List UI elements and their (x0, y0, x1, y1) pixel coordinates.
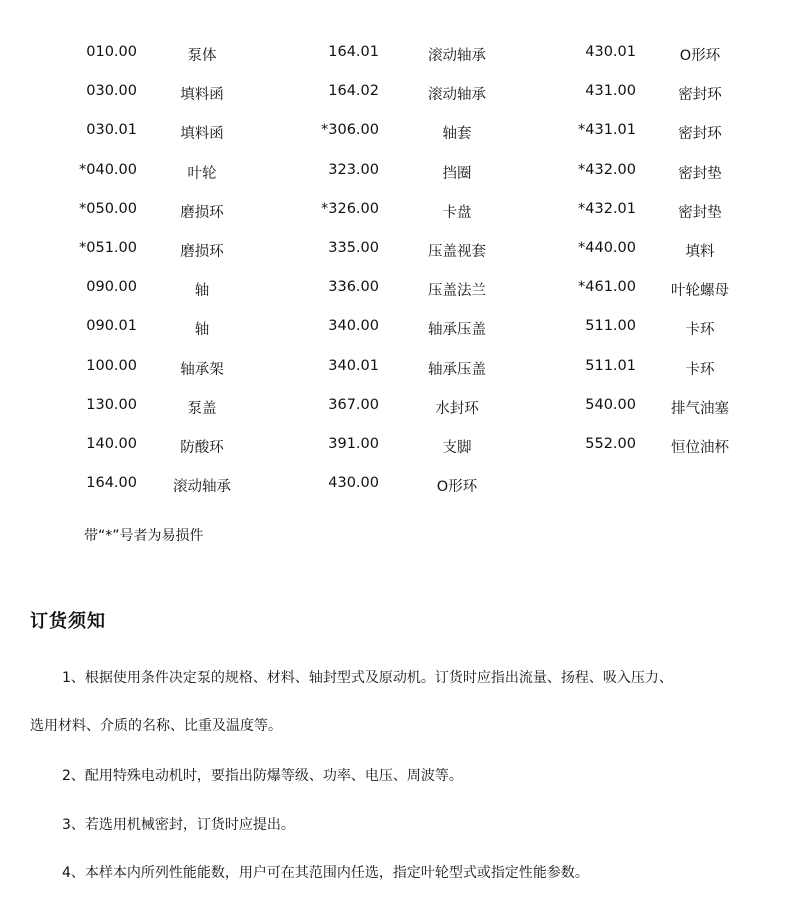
part-name: 卡环 (685, 322, 715, 339)
part-code: 164.00 (86, 475, 137, 492)
part-name: 磨损环 (180, 243, 224, 260)
part-name: 轴承压盖 (428, 361, 486, 378)
part-code: 090.00 (86, 279, 137, 296)
part-name: 排气油塞 (671, 400, 729, 417)
part-name: 填料函 (180, 87, 224, 104)
part-name: 滚动轴承 (173, 479, 231, 496)
part-name: O形环 (679, 48, 721, 64)
part-name: 密封垫 (678, 204, 722, 221)
part-code: *432.01 (578, 200, 636, 217)
part-code: 335.00 (328, 239, 379, 256)
parts-row (0, 310, 800, 349)
parts-row (0, 428, 800, 467)
part-name: 密封环 (678, 87, 722, 104)
part-code: *326.00 (321, 200, 379, 217)
wear-parts-note: 带“*”号者为易损件 (84, 528, 204, 544)
part-name: 卡环 (685, 361, 715, 378)
part-code: 164.01 (328, 44, 379, 60)
part-name: 轴套 (442, 126, 472, 143)
part-name: 磨损环 (180, 204, 224, 221)
parts-row (0, 75, 800, 114)
parts-row (0, 271, 800, 310)
part-code: 140.00 (86, 435, 137, 452)
part-code: 430.00 (328, 475, 379, 492)
part-name: 卡盘 (442, 204, 472, 221)
part-code: 552.00 (585, 435, 636, 452)
part-code: 030.01 (86, 122, 137, 139)
part-name: 填料 (685, 243, 715, 260)
part-name: 叶轮螺母 (671, 283, 729, 300)
part-name: 滚动轴承 (428, 87, 486, 104)
part-name: 泵盖 (187, 400, 217, 417)
part-code: 336.00 (328, 279, 379, 296)
part-code: 010.00 (86, 44, 137, 60)
part-name: 恒位油杯 (671, 439, 729, 456)
part-name: 密封垫 (678, 165, 722, 182)
part-code: 340.00 (328, 318, 379, 335)
part-code: 323.00 (328, 161, 379, 178)
parts-row (0, 114, 800, 153)
part-name: 轴 (194, 283, 210, 300)
parts-row (0, 467, 800, 506)
parts-row (0, 36, 800, 75)
part-name: 泵体 (187, 48, 217, 64)
part-code: *040.00 (79, 161, 137, 178)
ordering-item-3: 3、若选用机械密封，订货时应提出。 (62, 817, 295, 833)
part-code: *431.01 (578, 122, 636, 139)
part-code: *051.00 (79, 239, 137, 256)
part-code: 090.01 (86, 318, 137, 335)
parts-row (0, 232, 800, 271)
part-name: 挡圈 (442, 165, 472, 182)
part-code: 030.00 (86, 83, 137, 100)
parts-row (0, 350, 800, 389)
parts-row (0, 154, 800, 193)
parts-row (0, 193, 800, 232)
part-code: 340.01 (328, 357, 379, 374)
part-code: 430.01 (585, 44, 636, 60)
part-name: 密封环 (678, 126, 722, 143)
part-code: *050.00 (79, 200, 137, 217)
ordering-item-2: 2、配用特殊电动机时，要指出防爆等级、功率、电压、周波等。 (62, 768, 463, 784)
ordering-item-4: 4、本样本内所列性能能数，用户可在其范围内任选，指定叶轮型式或指定性能参数。 (62, 865, 589, 881)
part-code: 130.00 (86, 396, 137, 413)
part-code: 367.00 (328, 396, 379, 413)
part-code: 431.00 (585, 83, 636, 100)
part-name: 支脚 (442, 439, 472, 456)
ordering-item-1-line-1: 1、根据使用条件决定泵的规格、材料、轴封型式及原动机。订货时应指出流量、扬程、吸入压力、 (62, 670, 673, 686)
part-name: 轴 (194, 322, 210, 339)
part-code: *461.00 (578, 279, 636, 296)
part-code: 540.00 (585, 396, 636, 413)
part-name: O形环 (436, 479, 478, 496)
part-code: 391.00 (328, 435, 379, 452)
parts-table (0, 36, 800, 506)
parts-row (0, 389, 800, 428)
part-code: *440.00 (578, 239, 636, 256)
part-name: 防酸环 (180, 439, 224, 456)
part-code: 511.01 (585, 357, 636, 374)
ordering-item-1-line-2: 选用材料、介质的名称、比重及温度等。 (30, 718, 282, 734)
part-code: 511.00 (585, 318, 636, 335)
part-name: 压盖法兰 (428, 283, 486, 300)
part-name: 填料函 (180, 126, 224, 143)
part-name: 轴承架 (180, 361, 224, 378)
ordering-heading: 订货须知 (30, 611, 106, 632)
part-name: 压盖视套 (428, 243, 486, 260)
part-code: 164.02 (328, 83, 379, 100)
part-name: 滚动轴承 (428, 48, 486, 64)
part-name: 轴承压盖 (428, 322, 486, 339)
part-code: *432.00 (578, 161, 636, 178)
part-name: 叶轮 (187, 165, 217, 182)
part-name: 水封环 (435, 400, 479, 417)
part-code: 100.00 (86, 357, 137, 374)
part-code: *306.00 (321, 122, 379, 139)
